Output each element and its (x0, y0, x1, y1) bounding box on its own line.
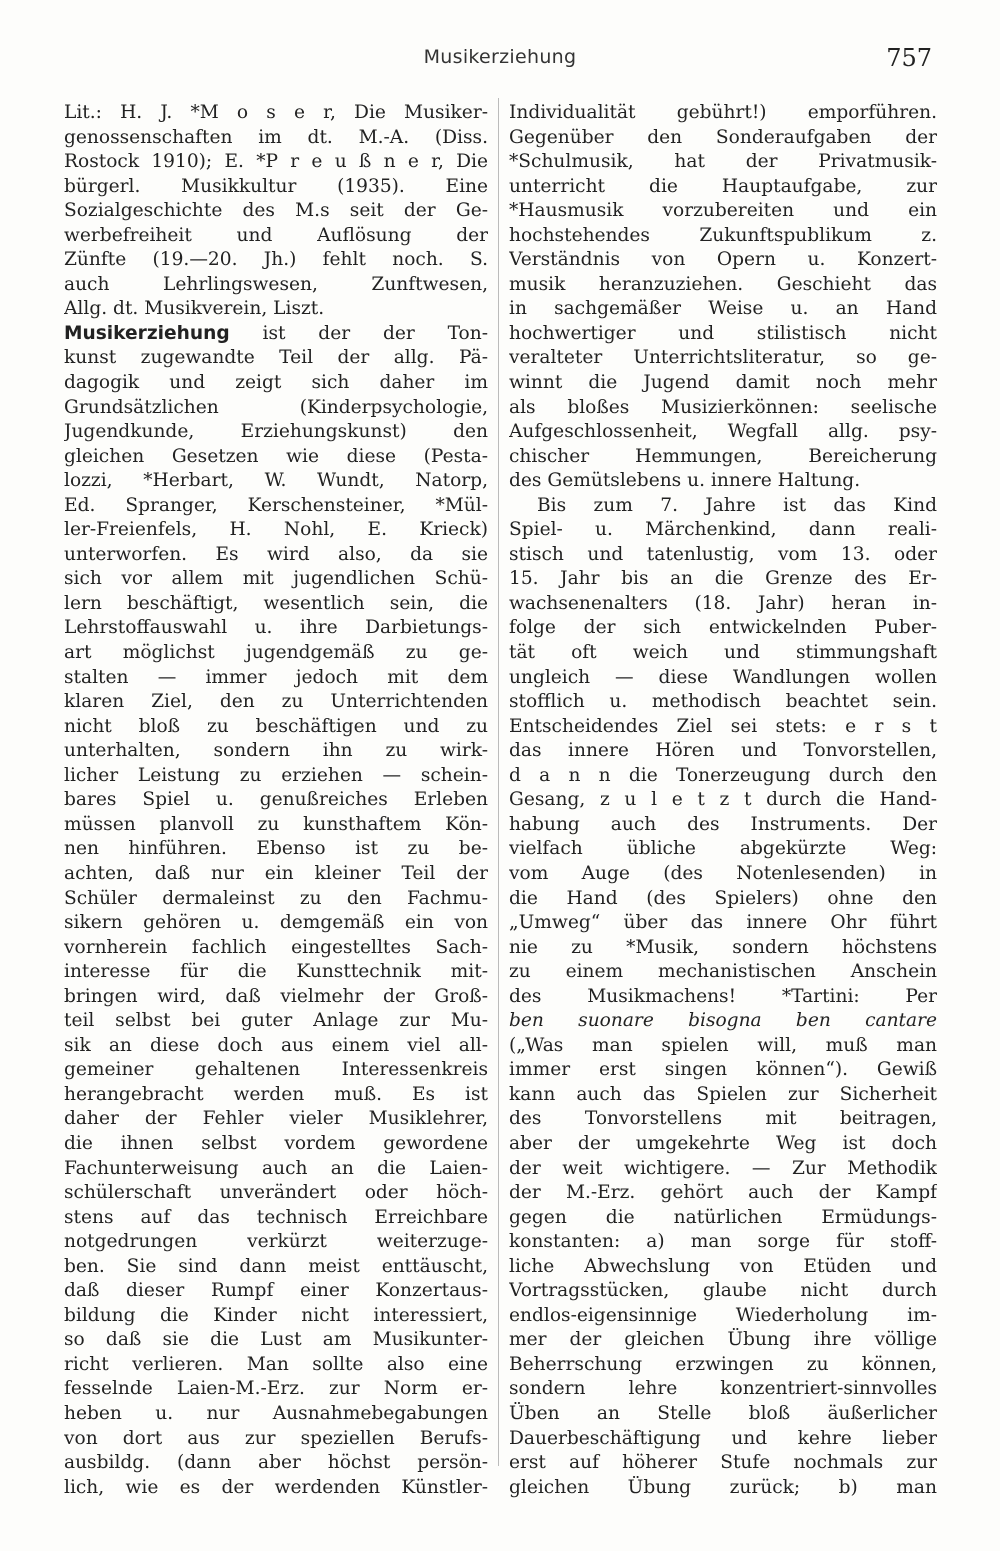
text-line: d a n n die Tonerzeugung durch den (509, 764, 937, 786)
text-line: Vortragsstücken, glaube nicht durch (509, 1280, 937, 1302)
text-line: nicht bloß zu beschäftigen und zu (64, 715, 488, 737)
text-line: Ed. Spranger, Kerschensteiner, *Mül- (64, 494, 488, 516)
text-line: Üben an Stelle bloß äußerlicher (509, 1402, 937, 1424)
text-line: gegen die natürlichen Ermüdungs- (509, 1206, 937, 1228)
text-line: ben. Sie sind dann meist enttäuscht, (64, 1255, 488, 1277)
page-number: 757 (886, 44, 932, 72)
text-line: aber der umgekehrte Weg ist doch (509, 1132, 937, 1154)
text-line: gemeiner gehaltenen Interessenkreis (64, 1059, 488, 1081)
text-line: dagogik und zeigt sich daher im (64, 372, 488, 394)
text-line: vom Auge (des Notenlesenden) in (509, 862, 937, 884)
text-line: bringen wird, daß vielmehr der Groß- (64, 985, 488, 1007)
text-line: Sozialgeschichte des M.s seit der Ge- (64, 200, 488, 222)
text-line: kann auch das Spielen zur Sicherheit (509, 1083, 937, 1105)
text-line: ler-Freienfels, H. Nohl, E. Krieck) (64, 519, 488, 541)
text-line: Entscheidendes Ziel sei stets: e r s t (509, 715, 937, 737)
text-line: habung auch des Instruments. Der (509, 813, 937, 835)
text-line: klaren Ziel, den zu Unterrichtenden (64, 691, 488, 713)
text-line: die ihnen selbst vordem gewordene (64, 1132, 488, 1154)
text-line: 15. Jahr bis an die Grenze des Er- (509, 568, 937, 590)
entry-text: ist der der Ton- (229, 322, 488, 344)
text-line: notgedrungen verkürzt weiterzuge- (64, 1231, 488, 1253)
text-line: Dauerbeschäftigung und kehre lieber (509, 1427, 937, 1449)
text-line: bares Spiel u. genußreiches Erleben (64, 789, 488, 811)
text-line: achten, daß nur ein kleiner Teil der (64, 862, 488, 884)
text-line: lich, wie es der werdenden Künstler- (64, 1476, 488, 1498)
text-line: vornherein fachlich eingestelltes Sach- (64, 936, 488, 958)
text-line: folge der sich entwickelnden Puber- (509, 617, 937, 639)
text-line: sich vor allem mit jugendlichen Schü- (64, 568, 488, 590)
text-line: ungleich — diese Wandlungen wollen (509, 666, 937, 688)
italic-quote-line (509, 1009, 937, 1034)
left-column (64, 101, 488, 1500)
text-line: des Gemütslebens u. innere Haltung. (509, 470, 861, 492)
text-line: Gesang, z u l e t z t durch die Hand- (509, 789, 937, 811)
entry-headword: Musikerziehung (64, 322, 230, 344)
text-line: tät oft weich und stimmungshaft (509, 642, 937, 664)
text-line: endlos-eigensinnige Wiederholung im- (509, 1304, 937, 1326)
text-line: mer der gleichen Übung ihre völlige (509, 1329, 937, 1351)
text-line: lern beschäftigt, wesentlich sein, die (64, 592, 488, 614)
text-line: daß dieser Rumpf einer Konzertaus- (64, 1280, 488, 1302)
text-line: lozzi, *Herbart, W. Wundt, Natorp, (64, 470, 488, 492)
text-line: so daß sie die Lust am Musikunter- (64, 1329, 488, 1351)
text-line: richt verlieren. Man sollte also eine (64, 1353, 488, 1375)
text-line: von dort aus zur speziellen Berufs- (64, 1427, 488, 1449)
text-line: stens auf das technisch Erreichbare (64, 1206, 488, 1228)
text-line: werbefreiheit und Auflösung der (64, 224, 488, 246)
text-line: das innere Hören und Tonvorstellen, (509, 740, 937, 762)
text-line: nie zu *Musik, sondern höchstens (509, 936, 937, 958)
text-line: winnt die Jugend damit noch mehr (509, 372, 937, 394)
text-line: fesselnde Laien-M.-Erz. zur Norm er- (64, 1378, 488, 1400)
text-line: Verständnis von Opern u. Konzert- (509, 249, 937, 271)
text-line: nen hinführen. Ebenso ist zu be- (64, 838, 488, 860)
text-line: Fachunterweisung auch an die Laien- (64, 1157, 488, 1179)
text-line: stisch und tatenlustig, vom 13. oder (509, 543, 937, 565)
text-line: die Hand (des Spielers) ohne den (509, 887, 937, 909)
text-line: immer erst singen können“). Gewiß (509, 1059, 937, 1081)
text-line: Rostock 1910); E. *P r e u ß n e r, Die (64, 151, 488, 173)
text-line: veralteter Unterrichtsliteratur, so ge- (509, 347, 937, 369)
text-line: des Musikmachens! *Tartini: Per (509, 985, 937, 1007)
italic-quote: ben suonare bisogna ben cantare (509, 1010, 937, 1032)
text-line: müssen planvoll zu kunsthaftem Kön- (64, 813, 488, 835)
text-line: unterhalten, sondern ihn zu wirk- (64, 740, 488, 762)
text-line: genossenschaften im dt. M.-A. (Diss. (64, 126, 488, 148)
text-line: sik an diese doch aus einem viel all- (64, 1034, 488, 1056)
text-line: art möglichst jugendgemäß zu ge- (64, 642, 488, 664)
text-line: „Umweg“ über das innere Ohr führt (509, 912, 937, 934)
text-line: heben u. nur Ausnahmebegabungen (64, 1402, 488, 1424)
text-line: Lehrstoffauswahl u. ihre Darbietungs- (64, 617, 488, 639)
text-line: kunst zugewandte Teil der allg. Pä- (64, 347, 488, 369)
text-line: sondern lehre konzentriert-sinnvolles (509, 1378, 937, 1400)
text-line: Grundsätzlichen (Kinderpsychologie, (64, 396, 488, 418)
text-line: licher Leistung zu erziehen — schein- (64, 764, 488, 786)
text-line: des Tonvorstellens mit beitragen, (509, 1108, 937, 1130)
text-line: interesse für die Kunsttechnik mit- (64, 961, 488, 983)
text-line: Lit.: H. J. *M o s e r, Die Musiker- (64, 102, 488, 123)
column-divider (498, 98, 499, 1466)
text-line: Schüler dermaleinst zu den Fachmu- (64, 887, 488, 909)
text-line: ausbildg. (dann aber höchst persön- (64, 1452, 488, 1474)
text-line: der weit wichtigere. — Zur Methodik (509, 1157, 937, 1179)
text-line: hochwertiger und stilistisch nicht (509, 322, 937, 344)
text-line: chischer Hemmungen, Bereicherung (509, 445, 937, 467)
text-line: auch Lehrlingswesen, Zunftwesen, (64, 273, 488, 295)
text-line: stalten — immer jedoch mit dem (64, 666, 488, 688)
entry-first-line (64, 322, 488, 347)
text-line: Individualität gebührt!) emporführen. (509, 102, 937, 123)
text-line: *Hausmusik vorzubereiten und ein (509, 200, 937, 222)
text-line: Aufgeschlossenheit, Wegfall allg. psy- (509, 421, 937, 443)
text-line: unterworfen. Es wird also, da sie (64, 543, 488, 565)
right-column (509, 101, 937, 1500)
text-line: sikern gehören u. demgemäß ein von (64, 912, 488, 934)
text-line: vielfach übliche abgekürzte Weg: (509, 838, 937, 860)
text-line: gleichen Übung zurück; b) man (509, 1476, 937, 1498)
text-line: zu einem mechanistischen Anschein (509, 961, 937, 983)
text-line: der M.-Erz. gehört auch der Kampf (509, 1182, 937, 1204)
text-line: Jugendkunde, Erziehungskunst) den (64, 421, 488, 443)
text-line: liche Abwechslung von Etüden und (509, 1255, 937, 1277)
text-line: gleichen Gesetzen wie diese (Pesta- (64, 445, 488, 467)
running-head: Musikerziehung (423, 46, 577, 68)
text-line: Gegenüber den Sonderaufgaben der (509, 126, 937, 148)
paragraph-first-line: Bis zum 7. Jahre ist das Kind (537, 494, 937, 516)
text-line: Beherrschung erzwingen zu können, (509, 1353, 937, 1375)
text-line: in sachgemäßer Weise u. an Hand (509, 298, 937, 320)
text-line: musik heranzuziehen. Geschieht das (509, 273, 937, 295)
text-line: als bloßes Musizierkönnen: seelische (509, 396, 937, 418)
text-line: („Was man spielen will, muß man (509, 1034, 937, 1056)
text-line: Spiel- u. Märchenkind, dann reali- (509, 519, 937, 541)
text-line: wachsenenalters (18. Jahr) heran in- (509, 592, 937, 614)
text-line: hochstehendes Zukunftspublikum z. (509, 224, 937, 246)
text-line: daher der Fehler vieler Musiklehrer, (64, 1108, 488, 1130)
text-line: teil selbst bei guter Anlage zur Mu- (64, 1010, 488, 1032)
text-line: stofflich u. methodisch beachtet sein. (509, 691, 937, 713)
text-line: *Schulmusik, hat der Privatmusik- (509, 151, 937, 173)
text-line: herangebracht werden muß. Es ist (64, 1083, 488, 1105)
text-line: schülerschaft unverändert oder höch- (64, 1182, 488, 1204)
text-line: unterricht die Hauptaufgabe, zur (509, 175, 937, 197)
text-line: bildung die Kinder nicht interessiert, (64, 1304, 488, 1326)
text-line: Allg. dt. Musikverein, Liszt. (64, 298, 325, 320)
text-line: konstanten: a) man sorge für stoff- (509, 1231, 937, 1253)
text-line: bürgerl. Musikkultur (1935). Eine (64, 175, 488, 197)
text-line: Zünfte (19.—20. Jh.) fehlt noch. S. (64, 249, 488, 271)
text-line: erst auf höherer Stufe nochmals zur (509, 1452, 937, 1474)
